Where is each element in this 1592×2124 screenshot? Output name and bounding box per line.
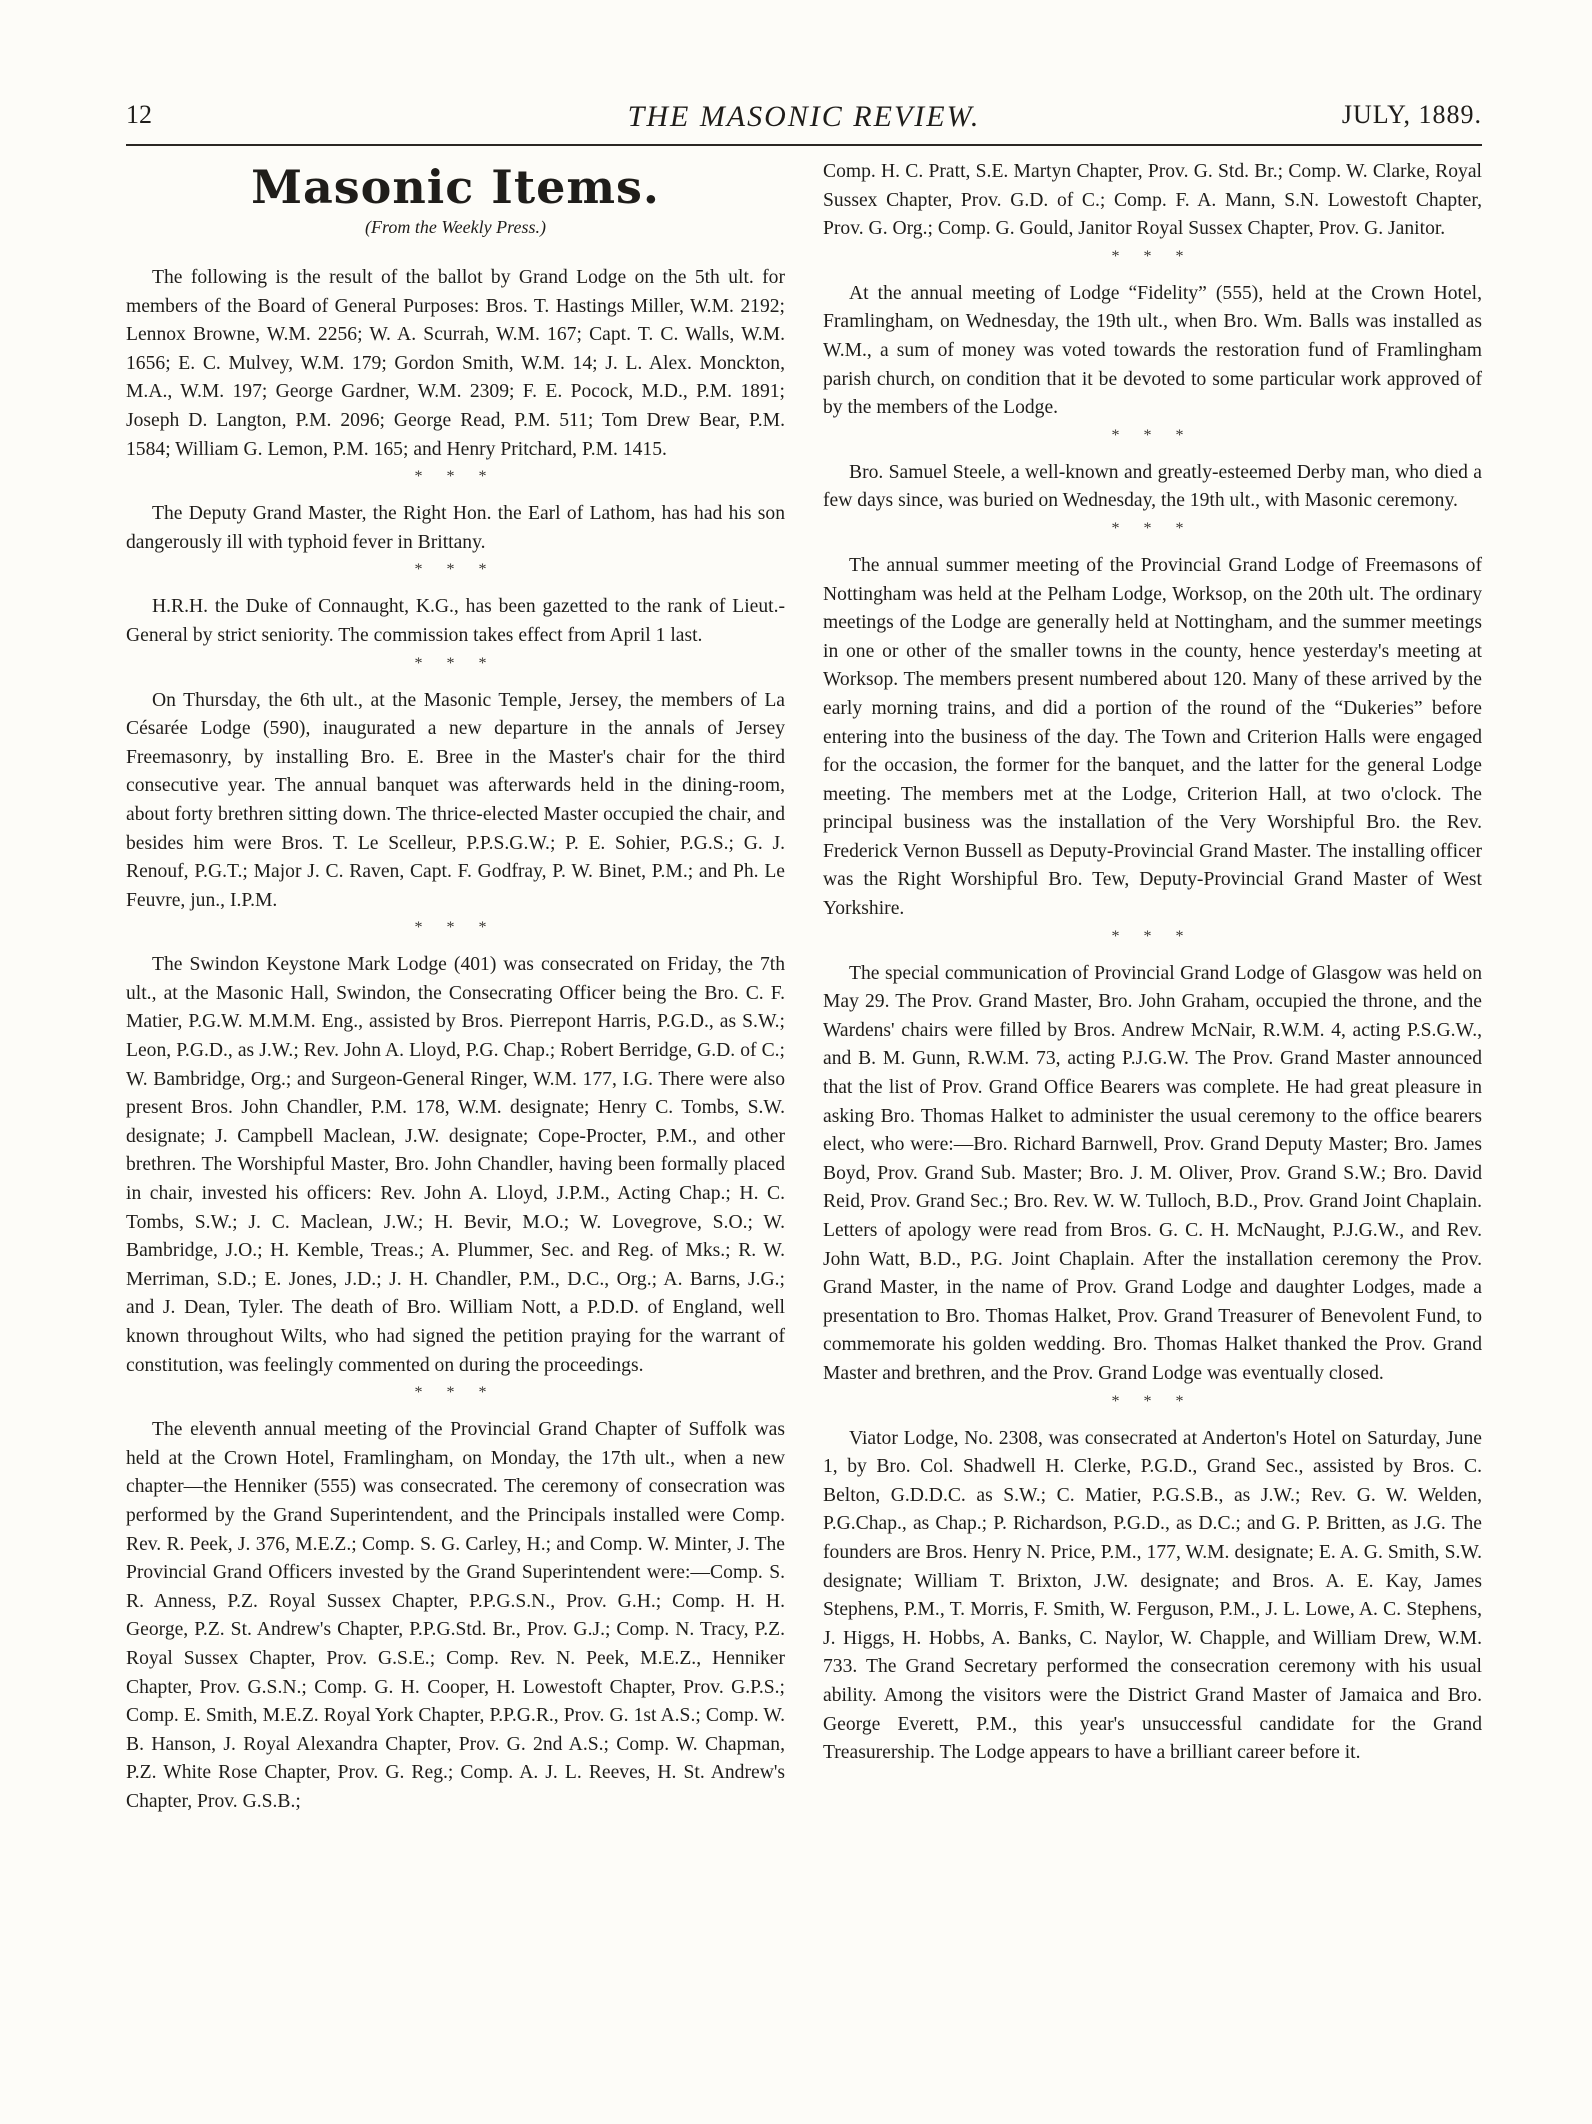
news-item: Viator Lodge, No. 2308, was consecrated at Anderton's Hotel on Saturday, June 1, by Bro. Col. Shadwell H. Clerke, P.G.D., Grand Sec., assisted by Bros. C. Belton, G.D.D.C. as S.W.; C. Matier, P.G.S.B., as J.W.; Rev. G. W. Welden, P.G.Chap., as Chap.; P. Richardson, P.G.D., as D.C.; and G. P. Britten, as J.G. The founders are Bros. Henry N. Price, P.M., 177, W.M. designate; E. A. G. Smith, S.W. designate; William T. Brixton, J.W. designate; and Bros. A. E. Kay, James Stephens, P.M., T. Morris, F. Smith, W. Ferguson, P.M., J. L. Lowe, A. C. Stephens, J. Higgs, H. Hobbs, A. Banks, C. Naylor, W. Chapple, and William Drew, W.M. 733. The Grand Secretary performed the consecration ceremony with his usual ability. Among the visitors were the District Grand Master of Jamaica and Bro. George Everett, P.M., this year's unsuccessful candidate for the Grand Treasurership. The Lodge appears to have a brilliant career before it. bbox=[823, 1427, 1482, 1764]
item-separator: * * * bbox=[414, 654, 497, 672]
running-header bbox=[126, 100, 1482, 146]
item-separator: * * * bbox=[1111, 1392, 1194, 1410]
news-item: On Thursday, the 6th ult., at the Masonic Temple, Jersey, the members of La Césarée Lodge (590), inaugurated a new departure in the annals of Jersey Freemasonry, by installing Bro. E. Bree in the Master's chair for the third consecutive year. The annual banquet was afterwards held in the dining-room, about forty brethren sitting down. The thrice-elected Master occupied the chair, and besides him were Bros. T. Le Scelleur, P.P.S.G.W.; P. E. Sohier, P.G.S.; G. J. Renouf, P.G.T.; Major J. C. Raven, Capt. F. Godfray, P. W. Binet, P.M.; and Ph. Le Feuvre, jun., I.P.M. bbox=[126, 689, 785, 911]
news-item-continued: Comp. H. C. Pratt, S.E. Martyn Chapter, Prov. G. Std. Br.; Comp. W. Clarke, Royal Sussex Chapter, Prov. G.D. of C.; Comp. F. A. Mann, S.N. Lowestoft Chapter, Prov. G. Org.; Comp. G. Gould, Janitor Royal Sussex Chapter, Prov. G. Janitor. bbox=[823, 161, 1482, 240]
news-item: Bro. Samuel Steele, a well-known and greatly-esteemed Derby man, who died a few days since, was buried on Wednesday, the 19th ult., with Masonic ceremony. bbox=[823, 461, 1482, 512]
right-column bbox=[823, 158, 1482, 1817]
item-separator: * * * bbox=[1111, 519, 1194, 537]
section-title: Masonic Items. bbox=[251, 160, 660, 214]
item-separator: * * * bbox=[414, 561, 497, 579]
article-columns bbox=[126, 158, 1482, 1817]
item-separator: * * * bbox=[1111, 247, 1194, 265]
item-separator: * * * bbox=[414, 919, 497, 937]
news-item: H.R.H. the Duke of Connaught, K.G., has been gazetted to the rank of Lieut.-General by strict seniority. The commission takes effect from April 1 last. bbox=[126, 596, 785, 646]
news-item: The annual summer meeting of the Provincial Grand Lodge of Freemasons of Nottingham was held at the Pelham Lodge, Worksop, on the 20th ult. The ordinary meetings of the Lodge are generally held at Nottingham, and the summer meetings in one or other of the smaller towns in the county, hence yesterday's meeting at Worksop. The members present numbered about 120. Many of these arrived by the early morning trains, and did a portion of the round of the “Dukeries” before entering into the business of the day. The Town and Criterion Halls were engaged for the occasion, the former for the banquet, and the latter for the general Lodge meeting. The members met at the Lodge, Criterion Hall, at two o'clock. The principal business was the installation of the Very Worshipful Bro. the Rev. Frederick Vernon Bussell as Deputy-Provincial Grand Master. The installing officer was the Right Worshipful Bro. Tew, Deputy-Provincial Grand Master of West Yorkshire. bbox=[823, 554, 1482, 920]
news-item: The Deputy Grand Master, the Right Hon. the Earl of Lathom, has had his son dangerously ill with typhoid fever in Brittany. bbox=[126, 503, 785, 553]
item-separator: * * * bbox=[414, 468, 497, 486]
news-item: The following is the result of the ballot by Grand Lodge on the 5th ult. for members of the Board of General Purposes: Bros. T. Hastings Miller, W.M. 2192; Lennox Browne, W.M. 2256; W. A. Scurrah, W.M. 167; Capt. T. C. Walls, W.M. 1656; E. C. Mulvey, W.M. 179; Gordon Smith, W.M. 14; J. L. Alex. Monckton, M.A., W.M. 197; George Gardner, W.M. 2309; F. E. Pocock, M.D., P.M. 1891; Joseph D. Langton, P.M. 2096; George Read, P.M. 511; Tom Drew Bear, P.M. 1584; William G. Lemon, P.M. 165; and Henry Pritchard, P.M. 1415. bbox=[126, 267, 785, 460]
left-column bbox=[126, 158, 785, 1817]
news-item: At the annual meeting of Lodge “Fidelity” (555), held at the Crown Hotel, Framlingham, on Wednesday, the 19th ult., when Bro. Wm. Balls was installed as W.M., a sum of money was voted towards the restoration fund of Framlingham parish church, on condition that it be devoted to some particular work approved of by the members of the Lodge. bbox=[823, 282, 1482, 419]
section-subtitle: (From the Weekly Press.) bbox=[365, 217, 546, 237]
issue-date: JULY, 1889. bbox=[1341, 100, 1482, 129]
news-item: The eleventh annual meeting of the Provincial Grand Chapter of Suffolk was held at the Crown Hotel, Framlingham, on Monday, the 17th ult., when a new chapter—the Henniker (555) was consecrated. The ceremony of consecration was performed by the Grand Superintendent, and the Principals installed were Comp. Rev. R. Peek, J. 376, M.E.Z.; Comp. S. G. Carley, H.; and Comp. W. Minter, J. The Provincial Grand Officers invested by the Grand Superintendent were:—Comp. S. R. Anness, P.Z. Royal Sussex Chapter, P.P.G.S.N., Prov. G.H.; Comp. H. H. George, P.Z. St. Andrew's Chapter, P.P.G.Std. Br., Prov. G.J.; Comp. N. Tracy, P.Z. Royal Sussex Chapter, Prov. G.S.E.; Comp. Rev. N. Peek, M.E.Z., Henniker Chapter, Prov. G.S.N.; Comp. G. H. Cooper, H. Lowestoft Chapter, Prov. G.P.S.; Comp. E. Smith, M.E.Z. Royal York Chapter, P.P.G.R., Prov. G. 1st A.S.; Comp. W. B. Hanson, J. Royal Alexandra Chapter, Prov. G. 2nd A.S.; Comp. W. Chapman, P.Z. White Rose Chapter, Prov. G. Reg.; Comp. A. J. L. Reeves, H. St. Andrew's Chapter, Prov. G.S.B.; bbox=[126, 1419, 785, 1812]
item-separator: * * * bbox=[1111, 426, 1194, 444]
journal-title: THE MASONIC REVIEW. bbox=[627, 100, 981, 133]
news-item: The Swindon Keystone Mark Lodge (401) was consecrated on Friday, the 7th ult., at the Masonic Hall, Swindon, the Consecrating Officer being the Bro. C. F. Matier, P.G.W. M.M.M. Eng., assisted by Bros. Pierrepont Harris, P.G.D., as S.W.; Leon, P.G.D., as J.W.; Rev. John A. Lloyd, P.G. Chap.; Robert Berridge, G.D. of C.; W. Bambridge, Org.; and Surgeon-General Ringer, W.M. 177, I.G. There were also present Bros. John Chandler, P.M. 178, W.M. designate; Henry C. Tombs, S.W. designate; J. Campbell Maclean, J.W. designate; Cope-Procter, P.M., and other brethren. The Worshipful Master, Bro. John Chandler, having been formally placed in chair, invested his officers: Rev. John A. Lloyd, J.P.M., Acting Chap.; H. C. Tombs, S.W.; J. C. Maclean, J.W.; H. Bevir, M.O.; W. Lovegrove, S.O.; W. Bambridge, J.O.; H. Kemble, Treas.; A. Plummer, Sec. and Reg. of Mks.; R. W. Merriman, S.D.; E. Jones, J.D.; J. H. Chandler, P.M., D.C., Org.; A. Barns, J.G.; and J. Dean, Tyler. The death of Bro. William Nott, a P.D.D. of England, well known throughout Wilts, who had signed the petition praying for the warrant of constitution, was feelingly commented on during the proceedings. bbox=[126, 954, 785, 1376]
page-number: 12 bbox=[126, 100, 152, 129]
item-separator: * * * bbox=[1111, 927, 1194, 945]
item-separator: * * * bbox=[414, 1384, 497, 1402]
news-item: The special communication of Provincial Grand Lodge of Glasgow was held on May 29. The Prov. Grand Master, Bro. John Graham, occupied the throne, and the Wardens' chairs were filled by Bros. Andrew McNair, R.W.M. 4, acting P.S.G.W., and B. M. Gunn, R.W.M. 73, acting P.J.G.W. The Prov. Grand Master announced that the list of Prov. Grand Office Bearers was complete. He had great pleasure in asking Bro. Thomas Halket to administer the usual ceremony to the office bearers elect, who were:—Bro. Richard Barnwell, Prov. Grand Deputy Master; Bro. James Boyd, Prov. Grand Sub. Master; Bro. J. M. Oliver, Prov. Grand S.W.; Bro. David Reid, Prov. Grand Sec.; Bro. Rev. W. W. Tulloch, B.D., Prov. Grand Joint Chaplain. Letters of apology were read from Bros. G. C. H. McNaught, P.J.G.W., and Rev. John Watt, B.D., P.G. Joint Chaplain. After the installation ceremony the Prov. Grand Master, in the name of Prov. Grand Lodge and daughter Lodges, made a presentation to Bro. Thomas Halket, Prov. Grand Treasurer of Benevolent Fund, to commemorate his golden wedding. Bro. Thomas Halket thanked the Prov. Grand Master and brethren, and the Prov. Grand Lodge was eventually closed. bbox=[823, 962, 1482, 1384]
